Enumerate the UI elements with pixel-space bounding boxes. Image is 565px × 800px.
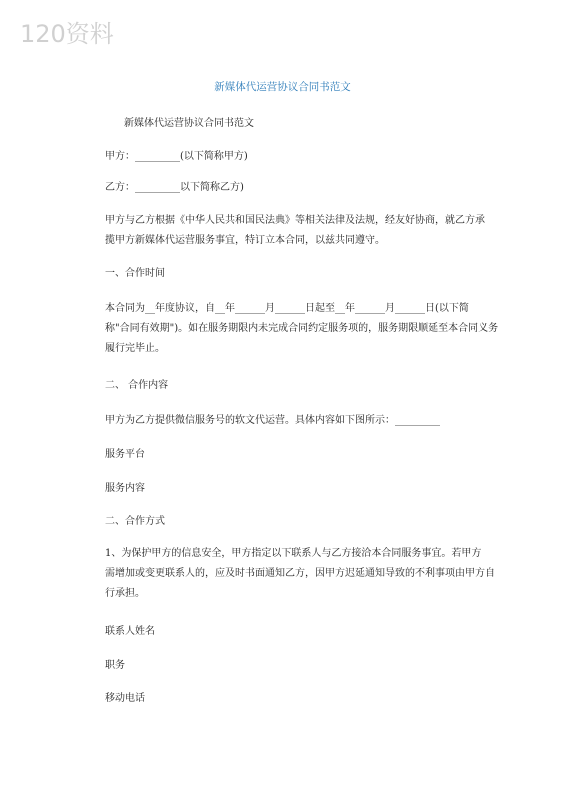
section-heading-cooperation-time: 一、合作时间: [105, 268, 165, 279]
subtitle-paragraph: 新媒体代运营协议合同书范文: [124, 118, 254, 129]
service-content-label: 服务内容: [105, 483, 145, 494]
party-a-line: 甲方：_________(以下简称甲方): [105, 151, 248, 162]
section-heading-cooperation-content: 二、 合作内容: [105, 380, 169, 391]
content-paragraph: 甲方为乙方提供微信服务号的软文代运营。具体内容如下图所示：_________: [105, 415, 440, 426]
intro-paragraph-line-1: 甲方与乙方根据《中华人民共和国民法典》等相关法律及法规，经友好协商，就乙方承: [105, 215, 485, 226]
intro-paragraph-line-2: 揽甲方新媒体代运营服务事宜，特订立本合同，以兹共同遵守。: [105, 235, 385, 246]
mobile-phone-label: 移动电话: [105, 693, 145, 704]
document-title: 新媒体代运营协议合同书范文: [214, 81, 351, 93]
job-title-label: 职务: [105, 660, 125, 671]
section-heading-cooperation-method: 二、合作方式: [105, 516, 165, 527]
method-paragraph-line-1: 1、为保护甲方的信息安全，甲方指定以下联系人与乙方接洽本合同服务事宜。若甲方: [105, 548, 482, 559]
term-paragraph-line-1: 本合同为__年度协议，自__年______月______日起至__年______月______日(以下简: [105, 303, 469, 314]
service-platform-label: 服务平台: [105, 449, 145, 460]
party-b-line: 乙方：_________以下简称乙方): [105, 182, 244, 193]
term-paragraph-line-2: 称"合同有效期")。如在服务期限内未完成合同约定服务项的，服务期限顺延至本合同义务: [105, 323, 499, 334]
method-paragraph-line-2: 需增加或变更联系人的，应及时书面通知乙方，因甲方迟延通知导致的不利事项由甲方自: [105, 568, 495, 579]
term-paragraph-line-3: 履行完毕止。: [105, 343, 165, 354]
method-paragraph-line-3: 行承担。: [105, 588, 145, 599]
watermark-logo: 120资料: [20, 20, 114, 48]
contact-name-label: 联系人姓名: [105, 626, 155, 637]
